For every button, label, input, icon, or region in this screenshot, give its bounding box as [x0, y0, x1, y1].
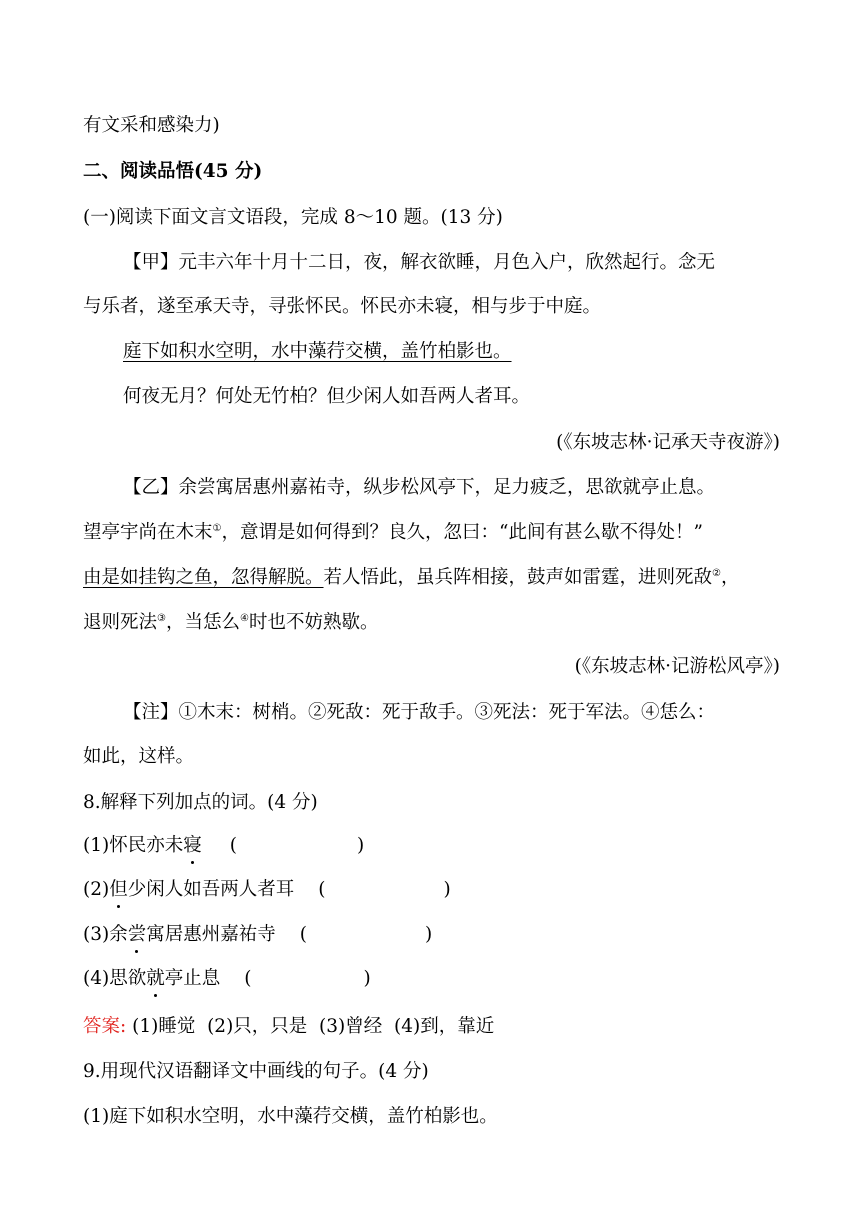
text-segment: ，当恁么 [165, 612, 240, 633]
dotted-character: 寝 [183, 833, 202, 859]
close-paren: ) [363, 968, 371, 989]
question-8-item-3 [83, 922, 783, 948]
text-segment: 少闲人如吾两人者耳 [127, 879, 295, 900]
footnote-marker: ② [712, 567, 721, 579]
source-citation-jia: (《东坡志林·记承天寺夜游》) [556, 432, 780, 453]
section-heading: 二、阅读品悟(45 分) [83, 161, 263, 182]
question-9-title: 9.用现代汉语翻译文中画线的句子。(4 分) [83, 1061, 429, 1082]
text-segment: 寓居惠州嘉祐寺 [146, 924, 276, 945]
open-paren: ( [244, 968, 252, 989]
passage-jia-line-4: 何夜无月？何处无竹柏？但少闲人如吾两人者耳。 [123, 386, 531, 407]
dotted-character: 尝 [128, 922, 147, 948]
passage-yi-line-4 [83, 610, 783, 636]
open-paren: ( [229, 835, 237, 856]
footnote-marker: ① [212, 522, 222, 534]
footnote-marker: ④ [240, 612, 249, 624]
text-segment: 若人悟此，虽兵阵相接，鼓声如雷霆，进则死敌 [323, 567, 713, 588]
close-paren: ) [356, 835, 365, 856]
annotation-line-1: 【注】①木末：树梢。②死敌：死于敌手。③死法：死于军法。④恁么： [123, 702, 716, 723]
question-9-item-1: (1)庭下如积水空明，水中藻荇交横，盖竹柏影也。 [83, 1106, 498, 1127]
text-segment: (2) [83, 879, 110, 900]
annotation-line-2: 如此，这样。 [83, 746, 195, 767]
text-segment: (3)余 [83, 924, 128, 945]
open-paren: ( [299, 924, 307, 945]
passage-jia-underlined-sentence [123, 339, 823, 365]
text-segment: ， [721, 567, 740, 588]
passage-yi-line-1: 【乙】余尝寓居惠州嘉祐寺，纵步松风亭下，足力疲乏，思欲就亭止息。 [123, 477, 716, 498]
text-segment: 亭止息 [164, 968, 221, 989]
answer-text: (1)睡觉 (2)只，只是 (3)曾经 (4)到，靠近 [126, 1016, 495, 1037]
close-paren: ) [424, 924, 433, 945]
text-segment: (4)思欲 [83, 968, 147, 989]
passage-yi-line-3 [83, 565, 783, 591]
open-paren: ( [318, 879, 326, 900]
source-citation-yi: (《东坡志林·记游松风亭》) [574, 656, 780, 677]
question-8-item-2 [83, 877, 783, 903]
question-8-item-4 [83, 966, 783, 992]
dotted-character: 就 [146, 966, 165, 992]
question-8-item-1 [83, 833, 783, 859]
text-line: 有文采和感染力) [83, 115, 220, 136]
passage-yi-line-2 [83, 520, 783, 546]
passage-jia-line-2: 与乐者，遂至承天寺，寻张怀民。怀民亦未寝，相与步于中庭。 [83, 296, 602, 317]
answer-line [83, 1014, 783, 1040]
dotted-character: 但 [109, 877, 128, 903]
subsection-heading: (一)阅读下面文言文语段，完成 8～10 题。(13 分) [83, 207, 503, 228]
text-segment: 退则死法 [83, 612, 158, 633]
text-segment: 时也不妨熟歇。 [248, 612, 379, 633]
footnote-marker: ③ [157, 612, 166, 624]
underlined-text: 庭下如积水空明，水中藻荇交横，盖竹柏影也。 [123, 341, 512, 362]
text-segment: ，意谓是如何得到？良久，忽曰：“此间有甚么歇不得处！” [221, 522, 703, 543]
close-paren: ) [443, 879, 451, 900]
underlined-text: 由是如挂钩之鱼，忽得解脱。 [83, 567, 324, 588]
text-segment: 望亭宇尚在木末 [83, 522, 213, 543]
question-8-title: 8.解释下列加点的词。(4 分) [83, 792, 318, 813]
passage-jia-line-1: 【甲】元丰六年十月十二日，夜，解衣欲睡，月色入户，欣然起行。念无 [123, 252, 716, 273]
answer-label: 答案: [83, 1016, 127, 1037]
text-segment: (1)怀民亦未 [83, 835, 184, 856]
